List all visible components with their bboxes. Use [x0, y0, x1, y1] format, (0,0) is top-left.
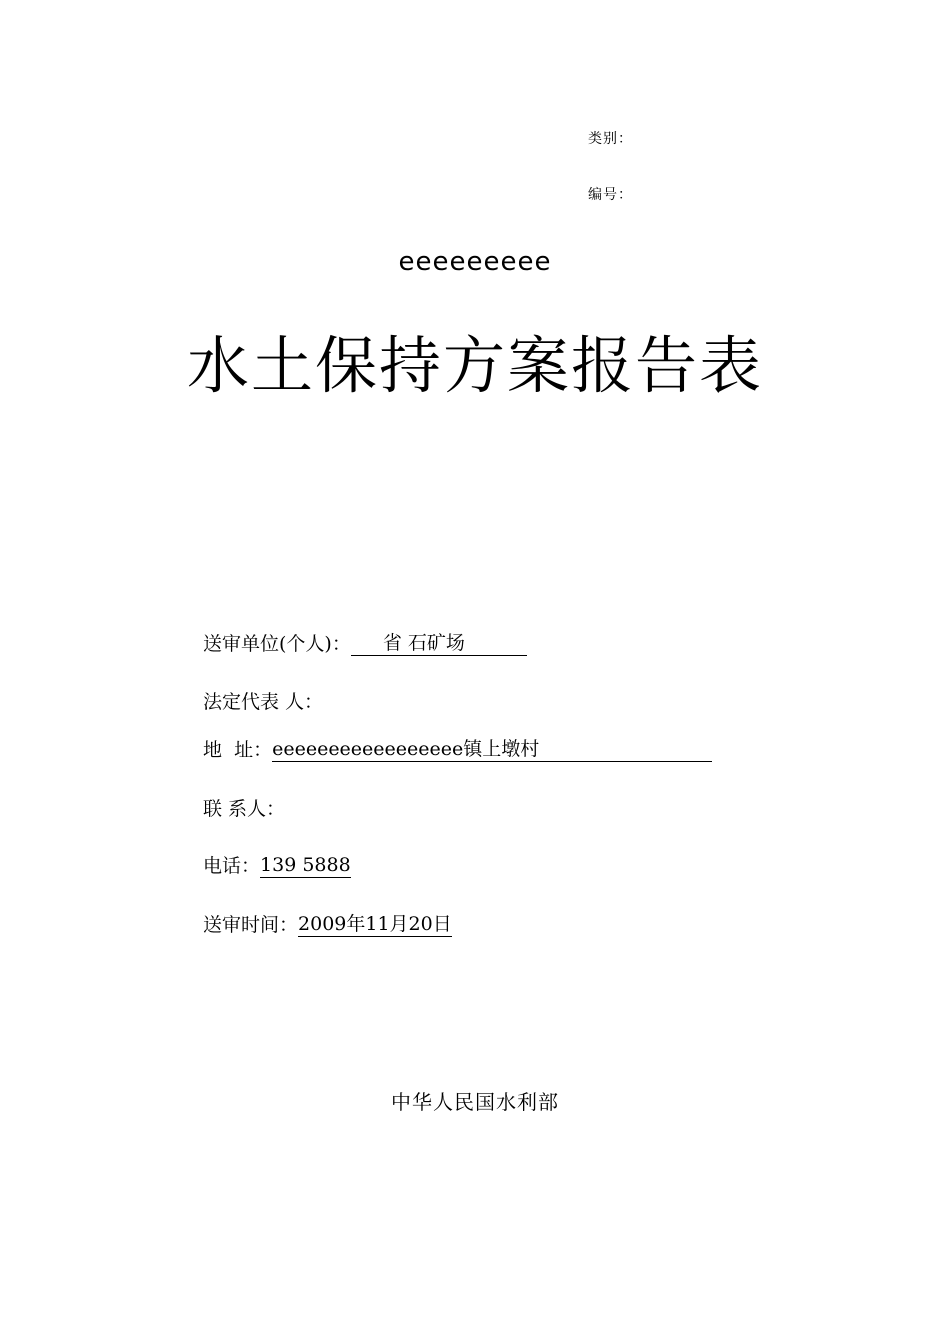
serial-number-label: 编号： — [588, 187, 633, 203]
submission-date-value: 2009年11月20日 — [298, 913, 452, 935]
submitting-unit-label: 送审单位(个人)： — [203, 633, 351, 655]
contact-person-row — [203, 796, 285, 822]
project-name: eeeeeeeee — [398, 247, 552, 277]
legal-representative-row — [203, 689, 323, 715]
phone-label: 电话： — [203, 855, 261, 877]
submission-date-row — [203, 912, 452, 938]
address-value: eeeeeeeeeeeeeeeee镇上墩村 — [272, 737, 712, 762]
issuing-authority: 中华人民国水利部 — [391, 1090, 559, 1114]
phone-row — [203, 853, 351, 879]
contact-person-label: 联 系人： — [203, 798, 286, 820]
report-title: 水土保持方案报告表 — [186, 329, 763, 402]
category-label: 类别： — [588, 131, 633, 147]
address-label: 地 址： — [203, 739, 273, 761]
submission-date-label: 送审时间： — [203, 914, 299, 936]
legal-representative-label: 法定代表 人： — [203, 691, 324, 713]
phone-value: 139 5888 — [260, 854, 351, 876]
submitting-unit-value: 省 石矿场 — [351, 631, 527, 656]
address-row — [203, 737, 712, 763]
submitting-unit-row — [203, 631, 527, 657]
